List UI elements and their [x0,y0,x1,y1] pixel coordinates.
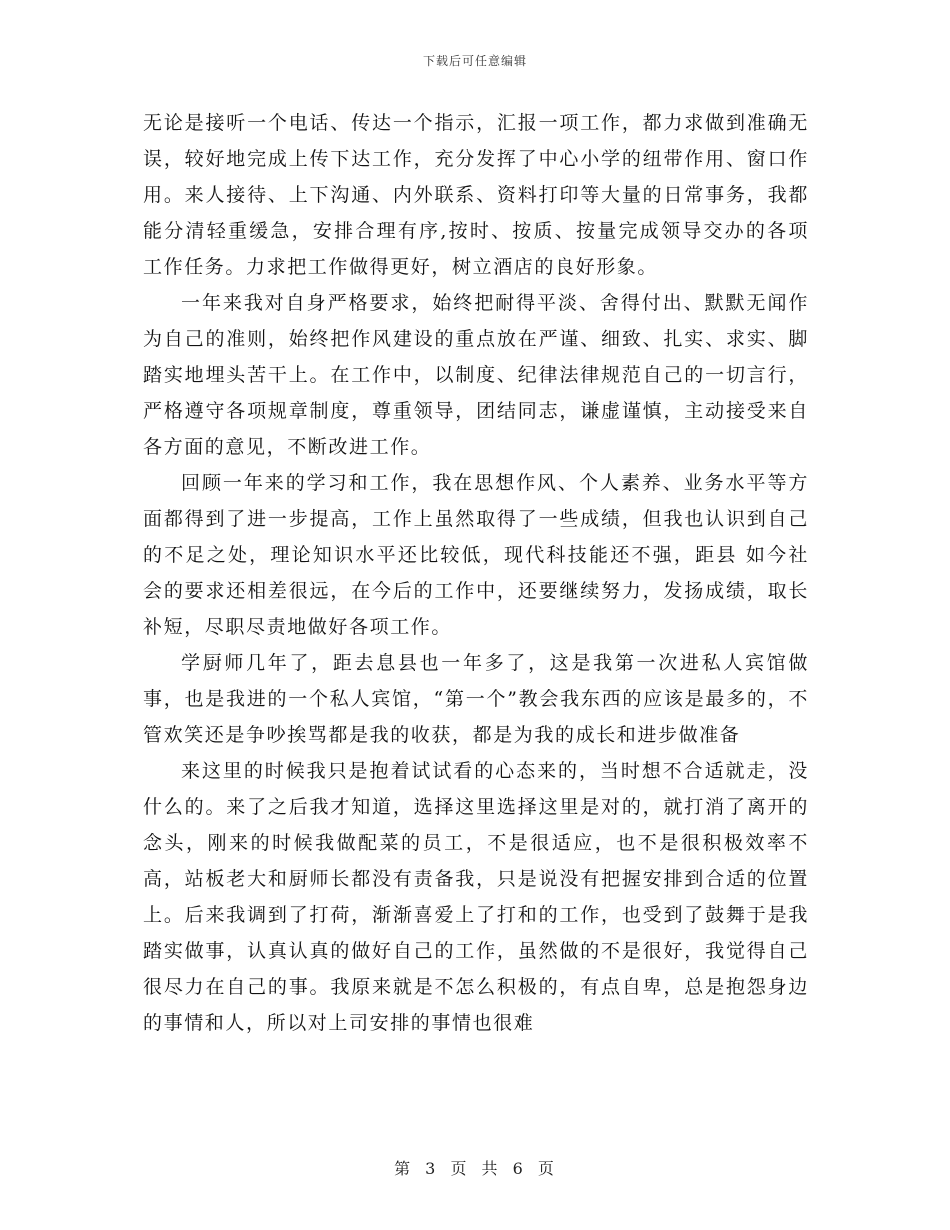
paragraph-4: 学厨师几年了，距去息县也一年多了，这是我第一次进私人宾馆做事，也是我进的一个私人宾馆，“第一个”教会我东西的应该是最多的，不管欢笑还是争吵挨骂都是我的收获，都是为我的成长和进步做准备 [143,652,809,746]
page-header: 下载后可任意编辑 [422,54,527,68]
page-number-footer: 第 3 页 共 6 页 [394,1159,556,1178]
paragraph-5: 来这里的时候我只是抱着试试看的心态来的，当时想不合适就走，没什么的。来了之后我才知道，选择这里选择这里是对的，就打消了离开的念头，刚来的时候我做配菜的员工，不是很适应，也不是很积极效率不高，站板老大和厨师长都没有责备我，只是说没有把握安排到合适的位置上。后来我调到了打荷，渐渐喜爱上了打和的工作，也受到了鼓舞于是我踏实做事，认真认真的做好自己的工作，虽然做的不是很好，我觉得自己很尽力在自己的事。我原来就是不怎么积极的，有点自卑，总是抱怨身边的事情和人，所以对上司安排的事情也很难 [143,760,809,1034]
document-body [143,105,809,1041]
paragraph-2: 一年来我对自身严格要求，始终把耐得平淡、舍得付出、默默无闻作为自己的准则，始终把作风建设的重点放在严谨、细致、扎实、求实、脚踏实地埋头苦干上。在工作中，以制度、纪律法律规范自己的一切言行，严格遵守各项规章制度，尊重领导，团结同志，谦虚谨慎，主动接受来自各方面的意见，不断改进工作。 [143,292,809,458]
paragraph-1: 无论是接听一个电话、传达一个指示，汇报一项工作，都力求做到准确无误，较好地完成上传下达工作，充分发挥了中心小学的纽带作用、窗口作用。来人接待、上下沟通、内外联系、资料打印等大量的日常事务，我都能分清轻重缓急，安排合理有序,按时、按质、按量完成领导交办的各项工作任务。力求把工作做得更好，树立酒店的良好形象。 [143,112,809,278]
paragraph-3: 回顾一年来的学习和工作，我在思想作风、个人素养、业务水平等方面都得到了进一步提高，工作上虽然取得了一些成绩，但我也认识到自己的不足之处，理论知识水平还比较低，现代科技能还不强，距县 如今社会的要求还相差很远，在今后的工作中，还要继续努力，发扬成绩，取长补短，尽职尽责地做好各项工作。 [143,472,809,638]
